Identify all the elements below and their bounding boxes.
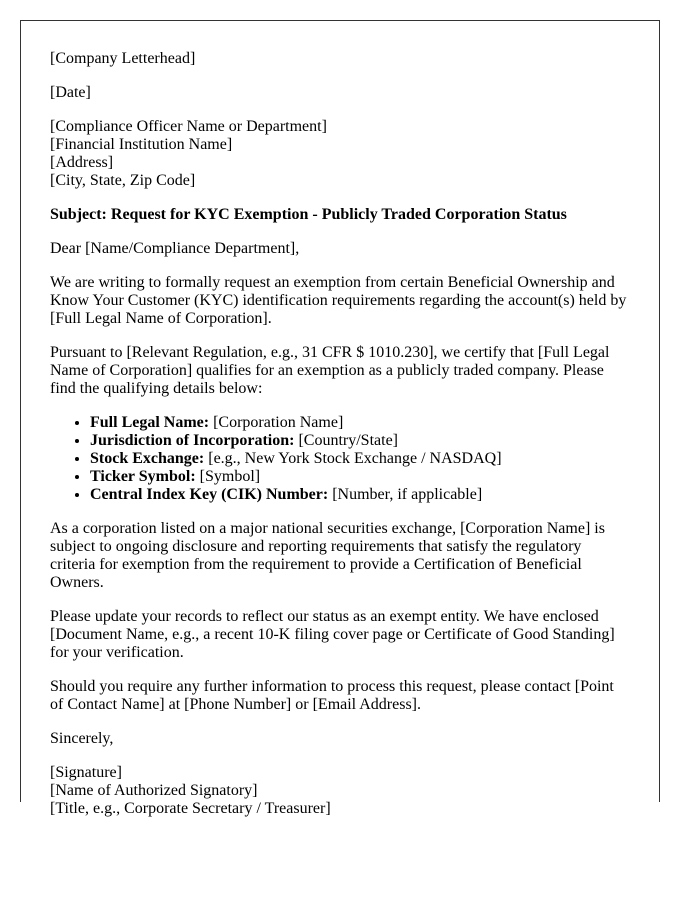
detail-label: Stock Exchange: [90,450,205,467]
detail-value: [Symbol] [195,468,261,485]
letter-document [20,20,660,817]
recipient-address-block [50,118,630,190]
pursuant-paragraph: Pursuant to [Relevant Regulation, e.g., 31 CFR $ 1010.230], we certify that [Full Legal Name of Corporation] qualifies for an exemption as a publicly traded company. Please find the qualifying details below: [50,344,610,397]
detail-value: [e.g., New York Stock Exchange / NASDAQ] [204,450,502,467]
letter-date: [Date] [50,84,91,101]
salutation: Dear [Name/Compliance Department], [50,240,300,257]
subject-line: Subject: Request for KYC Exemption - Publicly Traded Corporation Status [50,206,567,223]
company-letterhead: [Company Letterhead] [50,50,196,67]
detail-label: Full Legal Name: [90,414,210,431]
update-records-paragraph: Please update your records to reflect our status as an exempt entity. We have enclosed [Document Name, e.g., a recent 10-K filing cover page or Certificate of Good Standing] for your verification. [50,608,615,661]
detail-label: Central Index Key (CIK) Number: [90,486,329,503]
detail-value: [Number, if applicable] [328,486,483,503]
signature-line: [Signature] [50,764,122,781]
detail-value: [Country/State] [294,432,398,449]
detail-item-stock-exchange [90,450,630,468]
detail-label: Ticker Symbol: [90,468,196,485]
contact-paragraph: Should you require any further information to process this request, please contact [Point of Contact Name] at [Phone Number] or [Email Address]. [50,678,614,713]
detail-item-legal-name [90,414,630,432]
recipient-institution: [Financial Institution Name] [50,136,233,153]
recipient-city-state-zip: [City, State, Zip Code] [50,172,196,189]
signatory-title: [Title, e.g., Corporate Secretary / Treasurer] [50,800,331,817]
detail-item-ticker-symbol [90,468,630,486]
intro-paragraph: We are writing to formally request an exemption from certain Beneficial Ownership and Know Your Customer (KYC) identification requirements regarding the account(s) held by [Full Legal Name of Corporation]. [50,274,627,327]
qualifying-details-list [50,414,630,504]
detail-label: Jurisdiction of Incorporation: [90,432,295,449]
recipient-address: [Address] [50,154,114,171]
closing: Sincerely, [50,730,114,747]
signatory-name: [Name of Authorized Signatory] [50,782,258,799]
detail-value: [Corporation Name] [209,414,344,431]
listed-corporation-paragraph: As a corporation listed on a major national securities exchange, [Corporation Name] is subject to ongoing disclosure and reporting requirements that satisfy the regulatory criteria for exemption from the requirement to provide a Certification of Beneficial Owners. [50,520,605,591]
detail-item-cik-number [90,486,630,504]
detail-item-jurisdiction [90,432,630,450]
signature-block [50,764,630,818]
recipient-name: [Compliance Officer Name or Department] [50,118,327,135]
